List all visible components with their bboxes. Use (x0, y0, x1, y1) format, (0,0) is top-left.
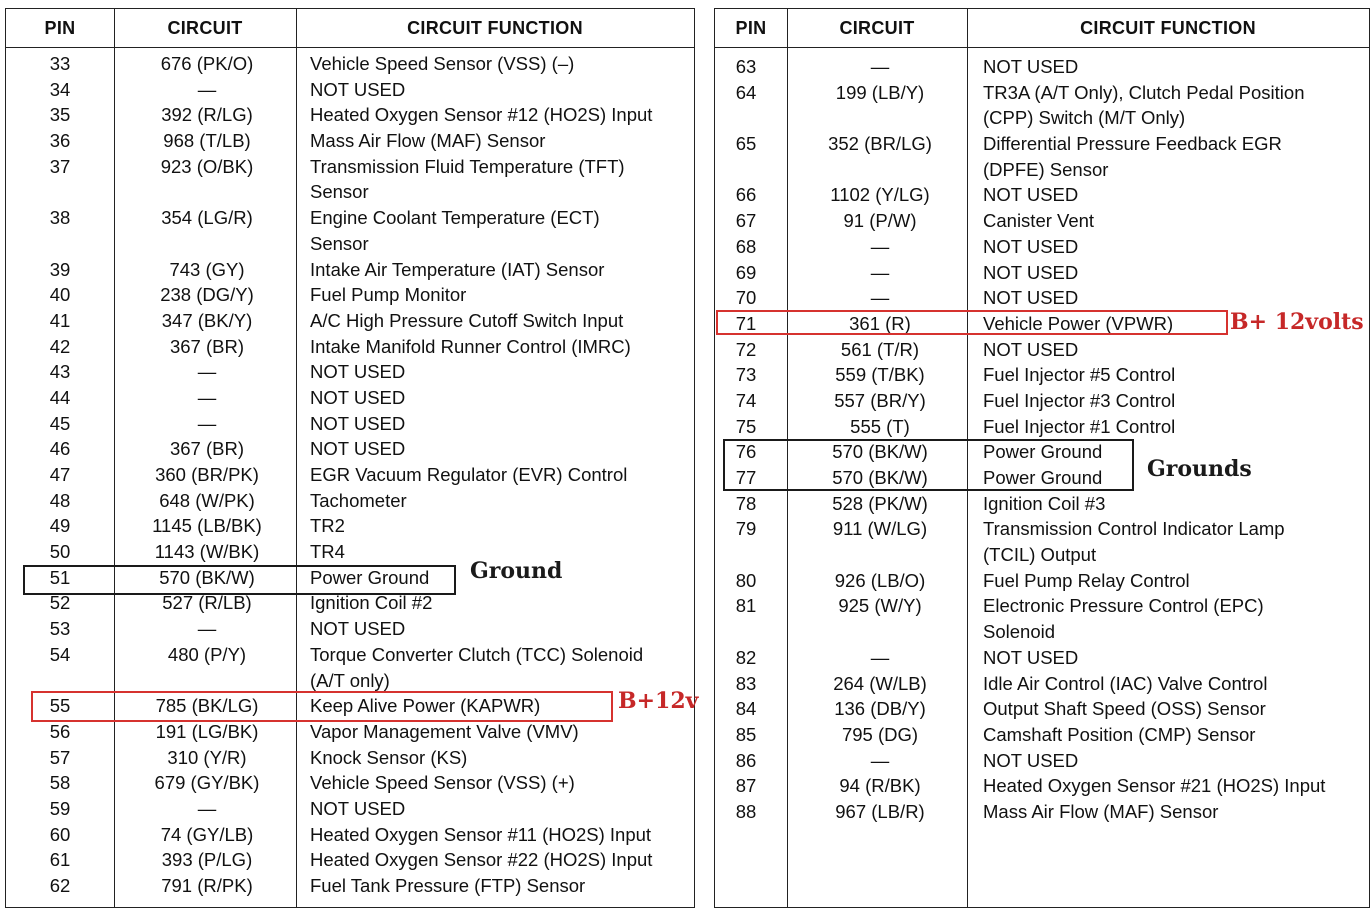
circuit-function-line: Heated Oxygen Sensor #22 (HO2S) Input (310, 849, 653, 871)
circuit-function (983, 516, 1285, 567)
table-row (6, 102, 694, 128)
circuit-function-line: NOT USED (310, 438, 406, 460)
pin-header: PIN (44, 18, 76, 38)
pin-number: 41 (49, 309, 71, 331)
circuit-function-line: Engine Coolant Temperature (ECT) (310, 207, 600, 229)
circuit-function-line: Electronic Pressure Control (EPC) (983, 595, 1264, 617)
pin-number: 42 (49, 335, 71, 357)
circuit-function-line: Ignition Coil #3 (983, 492, 1106, 514)
pin-number: 78 (735, 492, 757, 514)
circuit-code: 94 (R/BK) (839, 775, 921, 797)
circuit-function-line: Camshaft Position (CMP) Sensor (983, 723, 1256, 745)
circuit-code: — (197, 412, 217, 434)
circuit-function-line: Sensor (310, 232, 369, 254)
circuit-function-line: Vapor Management Valve (VMV) (310, 720, 579, 742)
circuit-function-line: NOT USED (310, 78, 406, 100)
circuit-function (310, 154, 625, 205)
pin-number: 61 (49, 849, 71, 871)
circuit-function-line: EGR Vacuum Regulator (EVR) Control (310, 464, 628, 486)
circuit-function-line: Keep Alive Power (KAPWR) (310, 695, 541, 717)
circuit-function (983, 182, 1078, 208)
pin-number: 80 (735, 569, 757, 591)
grounds-annotation: Grounds (1147, 456, 1252, 482)
circuit-function-line: Solenoid (983, 621, 1056, 643)
circuit-function-line: Fuel Injector #5 Control (983, 364, 1176, 386)
pin-number: 45 (49, 412, 71, 434)
circuit-function (310, 51, 574, 77)
circuit-code: — (197, 361, 217, 383)
grounds-76-77-highlight-box (723, 439, 1134, 491)
table-row (6, 257, 694, 283)
circuit-code: 679 (GY/BK) (154, 772, 260, 794)
circuit-function-line: NOT USED (983, 261, 1079, 283)
circuit-function-line: (DPFE) Sensor (983, 158, 1109, 180)
circuit-code: — (197, 386, 217, 408)
circuit-function (310, 642, 643, 693)
circuit-function-line: Power Ground (983, 441, 1103, 463)
pin-number: 47 (49, 464, 71, 486)
circuit-code: 361 (R) (849, 312, 911, 334)
circuit-function (310, 308, 623, 334)
table-row (6, 154, 694, 205)
circuit-code: 791 (R/PK) (161, 875, 253, 897)
circuit-code: 238 (DG/Y) (160, 284, 254, 306)
circuit-code: 911 (W/LG) (832, 518, 928, 540)
circuit-function-line: Differential Pressure Feedback EGR (983, 133, 1282, 155)
circuit-function-line: (CPP) Switch (M/T Only) (983, 107, 1186, 129)
circuit-function-line: Sensor (310, 181, 369, 203)
circuit-code: 557 (BR/Y) (834, 389, 926, 411)
circuit-function-line: Canister Vent (983, 210, 1095, 232)
circuit-function (983, 234, 1078, 260)
pin-number: 33 (49, 53, 71, 74)
pin-number: 68 (735, 235, 757, 257)
circuit-code: 795 (DG) (841, 723, 919, 745)
table-row (6, 873, 694, 899)
table-row (715, 337, 1369, 363)
circuit-code: 367 (BR) (169, 335, 245, 357)
table-row (6, 770, 694, 796)
circuit-code: 570 (BK/W) (832, 467, 928, 489)
pin-number: 60 (49, 823, 71, 845)
table-row (6, 513, 694, 539)
circuit-function-line: NOT USED (983, 235, 1079, 257)
table-row (715, 414, 1369, 440)
circuit-function-line: Power Ground (310, 566, 430, 588)
pin-number: 40 (49, 284, 71, 306)
table-row (6, 128, 694, 154)
table-row (6, 642, 694, 693)
pin-number: 34 (49, 78, 71, 100)
circuit-code: 570 (BK/W) (159, 566, 255, 588)
table-row (6, 488, 694, 514)
circuit-code: — (197, 78, 217, 100)
pin-number: 63 (735, 56, 757, 77)
circuit-function-line: NOT USED (983, 749, 1079, 771)
pin-number: 36 (49, 130, 71, 152)
circuit-function (310, 385, 405, 411)
table-row (715, 131, 1369, 182)
pin-number: 67 (735, 210, 757, 232)
pin-number: 54 (49, 643, 71, 665)
circuit-code: 648 (W/PK) (159, 489, 255, 511)
circuit-function (983, 773, 1325, 799)
circuit-code: 1143 (W/BK) (154, 541, 260, 563)
circuit-code: — (870, 749, 890, 771)
circuit-function (983, 362, 1175, 388)
circuit-code: 480 (P/Y) (167, 643, 247, 665)
table-row (715, 182, 1369, 208)
circuit-function-line: NOT USED (310, 386, 406, 408)
pin-number: 56 (49, 720, 71, 742)
circuit-function-line: Mass Air Flow (MAF) Sensor (310, 130, 546, 152)
circuit-function-line: (TCIL) Output (983, 544, 1097, 566)
circuit-code: 392 (R/LG) (161, 104, 253, 126)
pin-number: 69 (735, 261, 757, 283)
left-pin-table (5, 8, 695, 908)
table-row (715, 799, 1369, 825)
circuit-function-line: (A/T only) (310, 669, 390, 691)
circuit-function (310, 513, 345, 539)
circuit-function-line: NOT USED (983, 287, 1079, 309)
circuit-function-line: NOT USED (983, 646, 1079, 668)
circuit-function (983, 645, 1078, 671)
circuit-function-line: NOT USED (310, 412, 406, 434)
pin-number: 37 (49, 155, 71, 177)
circuit-function (983, 722, 1255, 748)
circuit-header: CIRCUIT (839, 18, 915, 38)
circuit-function (310, 205, 600, 256)
circuit-function-line: A/C High Pressure Cutoff Switch Input (310, 309, 624, 331)
circuit-code: 528 (PK/W) (832, 492, 928, 514)
table-row (6, 796, 694, 822)
pin-number: 70 (735, 287, 757, 309)
circuit-code: 191 (LG/BK) (155, 720, 259, 742)
table-row (6, 462, 694, 488)
function-header: CIRCUIT FUNCTION (1080, 18, 1256, 38)
circuit-function-line: Intake Air Temperature (IAT) Sensor (310, 258, 605, 280)
circuit-function-line: NOT USED (310, 618, 406, 640)
circuit-function (983, 568, 1190, 594)
pin-number: 38 (49, 207, 71, 229)
circuit-function-line: Output Shaft Speed (OSS) Sensor (983, 698, 1266, 720)
circuit-code: — (870, 56, 890, 77)
circuit-code: 785 (BK/LG) (155, 695, 259, 717)
pin-number: 53 (49, 618, 71, 640)
circuit-function (983, 80, 1304, 131)
pin-number: 59 (49, 797, 71, 819)
pin-number: 35 (49, 104, 71, 126)
circuit-function-line: TR4 (310, 541, 345, 563)
table-row (715, 696, 1369, 722)
table-row (6, 282, 694, 308)
table-row (6, 539, 694, 565)
circuit-function (310, 847, 652, 873)
function-header: CIRCUIT FUNCTION (407, 18, 583, 38)
pin-number: 55 (49, 695, 71, 717)
circuit-function (310, 719, 579, 745)
circuit-code: 74 (GY/LB) (160, 823, 254, 845)
table-row (715, 260, 1369, 286)
pin-number: 85 (735, 723, 757, 745)
circuit-function (310, 462, 627, 488)
table-row (6, 385, 694, 411)
bplus-12volts-annotation: B+ 12volts (1230, 309, 1364, 335)
circuit-function (310, 770, 575, 796)
pin-number: 82 (735, 646, 757, 668)
pin-header: PIN (735, 18, 767, 38)
pin-number: 88 (735, 801, 757, 822)
circuit-code: 352 (BR/LG) (828, 133, 932, 155)
circuit-function (310, 128, 545, 154)
pin-number: 87 (735, 775, 757, 797)
circuit-function (983, 696, 1266, 722)
circuit-function-line: Heated Oxygen Sensor #21 (HO2S) Input (983, 775, 1326, 797)
circuit-code: 354 (LG/R) (161, 207, 253, 229)
pin-number: 74 (735, 389, 757, 411)
table-row (715, 722, 1369, 748)
circuit-code: 310 (Y/R) (167, 746, 247, 768)
circuit-function-line: Idle Air Control (IAC) Valve Control (983, 672, 1268, 694)
circuit-code: 199 (LB/Y) (835, 81, 925, 103)
circuit-code: — (870, 235, 890, 257)
circuit-function (310, 411, 405, 437)
kapwr-55-highlight-box (31, 691, 613, 722)
circuit-function (983, 593, 1264, 644)
pin-number: 73 (735, 364, 757, 386)
circuit-function-line: Vehicle Power (VPWR) (983, 312, 1174, 334)
pin-number: 84 (735, 698, 757, 720)
table-row (715, 593, 1369, 644)
pin-number: 46 (49, 438, 71, 460)
pin-number: 43 (49, 361, 71, 383)
pin-number: 77 (735, 467, 757, 489)
pin-number: 65 (735, 133, 757, 155)
circuit-function (983, 388, 1175, 414)
circuit-code: — (870, 287, 890, 309)
circuit-code: 968 (T/LB) (163, 130, 251, 152)
circuit-function-line: Vehicle Speed Sensor (VSS) (–) (310, 53, 575, 74)
table-row (6, 334, 694, 360)
pin-number: 81 (735, 595, 757, 617)
pin-number: 48 (49, 489, 71, 511)
circuit-function-line: Torque Converter Clutch (TCC) Solenoid (310, 643, 644, 665)
table-row (715, 234, 1369, 260)
table-row (715, 388, 1369, 414)
right-table-header (715, 9, 1369, 48)
pin-number: 72 (735, 338, 757, 360)
pin-number: 62 (49, 875, 71, 897)
circuit-function (310, 77, 405, 103)
circuit-code: 393 (P/LG) (161, 849, 253, 871)
pin-number: 75 (735, 415, 757, 437)
table-row (715, 362, 1369, 388)
circuit-function (310, 745, 467, 771)
circuit-code: 926 (LB/O) (834, 569, 926, 591)
circuit-function (310, 334, 631, 360)
circuit-code: — (870, 261, 890, 283)
table-row (715, 80, 1369, 131)
pin-number: 39 (49, 258, 71, 280)
table-row (715, 773, 1369, 799)
table-row (6, 308, 694, 334)
circuit-function (310, 539, 345, 565)
circuit-code: 967 (LB/R) (835, 801, 925, 822)
circuit-function-line: NOT USED (310, 361, 406, 383)
circuit-code: 367 (BR) (169, 438, 245, 460)
circuit-code: 555 (T) (850, 415, 910, 437)
table-row (6, 822, 694, 848)
circuit-code: 925 (W/Y) (838, 595, 922, 617)
circuit-function (310, 873, 585, 899)
circuit-function-line: NOT USED (310, 797, 406, 819)
circuit-code: 360 (BR/PK) (155, 464, 259, 486)
pin-number: 50 (49, 541, 71, 563)
pin-number: 58 (49, 772, 71, 794)
table-row (6, 436, 694, 462)
circuit-function (310, 436, 405, 462)
ground-51-highlight-box (23, 565, 456, 595)
circuit-code: 91 (P/W) (843, 210, 917, 232)
table-row (6, 719, 694, 745)
circuit-function-line: Ignition Coil #2 (310, 592, 433, 614)
circuit-function (310, 616, 405, 642)
pin-number: 64 (735, 81, 757, 103)
table-row (715, 54, 1369, 80)
table-row (715, 208, 1369, 234)
circuit-function-line: Intake Manifold Runner Control (IMRC) (310, 335, 631, 357)
circuit-function-line: Heated Oxygen Sensor #12 (HO2S) Input (310, 104, 653, 126)
circuit-code: 527 (R/LB) (162, 592, 252, 614)
circuit-function-line: Vehicle Speed Sensor (VSS) (+) (310, 772, 575, 794)
circuit-code: 561 (T/R) (840, 338, 920, 360)
circuit-function-line: Fuel Tank Pressure (FTP) Sensor (310, 875, 586, 897)
circuit-function (983, 208, 1094, 234)
circuit-function (310, 257, 604, 283)
pin-number: 71 (735, 312, 757, 334)
circuit-code: 676 (PK/O) (160, 53, 254, 74)
circuit-function (983, 285, 1078, 311)
circuit-function-line: Tachometer (310, 489, 407, 511)
ground-annotation: Ground (470, 558, 563, 584)
circuit-function-line: Fuel Pump Relay Control (983, 569, 1190, 591)
table-row (6, 847, 694, 873)
pin-number: 76 (735, 441, 757, 463)
pin-number: 49 (49, 515, 71, 537)
pin-number: 57 (49, 746, 71, 768)
table-row (6, 411, 694, 437)
table-row (6, 51, 694, 77)
circuit-header: CIRCUIT (167, 18, 243, 38)
circuit-function (983, 54, 1078, 80)
circuit-function-line: NOT USED (983, 338, 1079, 360)
table-row (6, 745, 694, 771)
table-row (715, 645, 1369, 671)
left-table-header (6, 9, 694, 48)
table-row (715, 285, 1369, 311)
table-row (715, 491, 1369, 517)
circuit-function-line: Knock Sensor (KS) (310, 746, 468, 768)
circuit-function (983, 414, 1175, 440)
bplus-12v-annotation: B+12v (618, 688, 699, 714)
circuit-function-line: Power Ground (983, 467, 1103, 489)
pin-number: 86 (735, 749, 757, 771)
circuit-function-line: Fuel Pump Monitor (310, 284, 467, 306)
table-row (6, 359, 694, 385)
circuit-code: 347 (BK/Y) (161, 309, 253, 331)
table-row (715, 671, 1369, 697)
table-row (715, 748, 1369, 774)
circuit-function-line: Fuel Injector #3 Control (983, 389, 1176, 411)
table-row (6, 616, 694, 642)
circuit-function-line: Transmission Fluid Temperature (TFT) (310, 155, 625, 177)
circuit-code: 559 (T/BK) (835, 364, 925, 386)
left-table-body (6, 51, 694, 899)
circuit-function (983, 260, 1078, 286)
circuit-function-line: Transmission Control Indicator Lamp (983, 518, 1285, 540)
circuit-function-line: Fuel Injector #1 Control (983, 415, 1176, 437)
circuit-code: — (197, 797, 217, 819)
circuit-function (983, 671, 1267, 697)
pin-number: 44 (49, 386, 71, 408)
table-row (6, 77, 694, 103)
circuit-function-line: TR2 (310, 515, 345, 537)
pin-number: 66 (735, 184, 757, 206)
pin-number: 52 (49, 592, 71, 614)
circuit-function (983, 748, 1078, 774)
circuit-function (983, 131, 1282, 182)
circuit-function-line: Mass Air Flow (MAF) Sensor (983, 801, 1219, 822)
circuit-function (310, 102, 652, 128)
pin-number: 83 (735, 672, 757, 694)
circuit-code: 743 (GY) (169, 258, 245, 280)
circuit-function-line: TR3A (A/T Only), Clutch Pedal Position (983, 81, 1305, 103)
table-row (715, 568, 1369, 594)
vpwr-71-highlight-box (716, 310, 1228, 335)
circuit-function-line: NOT USED (983, 56, 1079, 77)
circuit-function-line: NOT USED (983, 184, 1079, 206)
circuit-code: — (870, 646, 890, 668)
table-row (715, 516, 1369, 567)
circuit-function (310, 822, 651, 848)
table-row (6, 205, 694, 256)
circuit-code: 570 (BK/W) (832, 441, 928, 463)
circuit-function (310, 488, 407, 514)
circuit-code: 1145 (LB/BK) (152, 515, 262, 537)
circuit-code: 923 (O/BK) (160, 155, 254, 177)
pin-number: 51 (49, 566, 71, 588)
circuit-function (983, 337, 1078, 363)
circuit-function (310, 282, 466, 308)
pin-number: 79 (735, 518, 757, 540)
circuit-function (983, 491, 1105, 517)
circuit-function-line: Heated Oxygen Sensor #11 (HO2S) Input (310, 823, 652, 845)
circuit-function (310, 796, 405, 822)
circuit-function (310, 359, 405, 385)
circuit-code: — (197, 618, 217, 640)
circuit-code: 1102 (Y/LG) (830, 184, 930, 206)
circuit-code: 136 (DB/Y) (834, 698, 926, 720)
circuit-code: 264 (W/LB) (833, 672, 927, 694)
circuit-function (983, 799, 1218, 825)
